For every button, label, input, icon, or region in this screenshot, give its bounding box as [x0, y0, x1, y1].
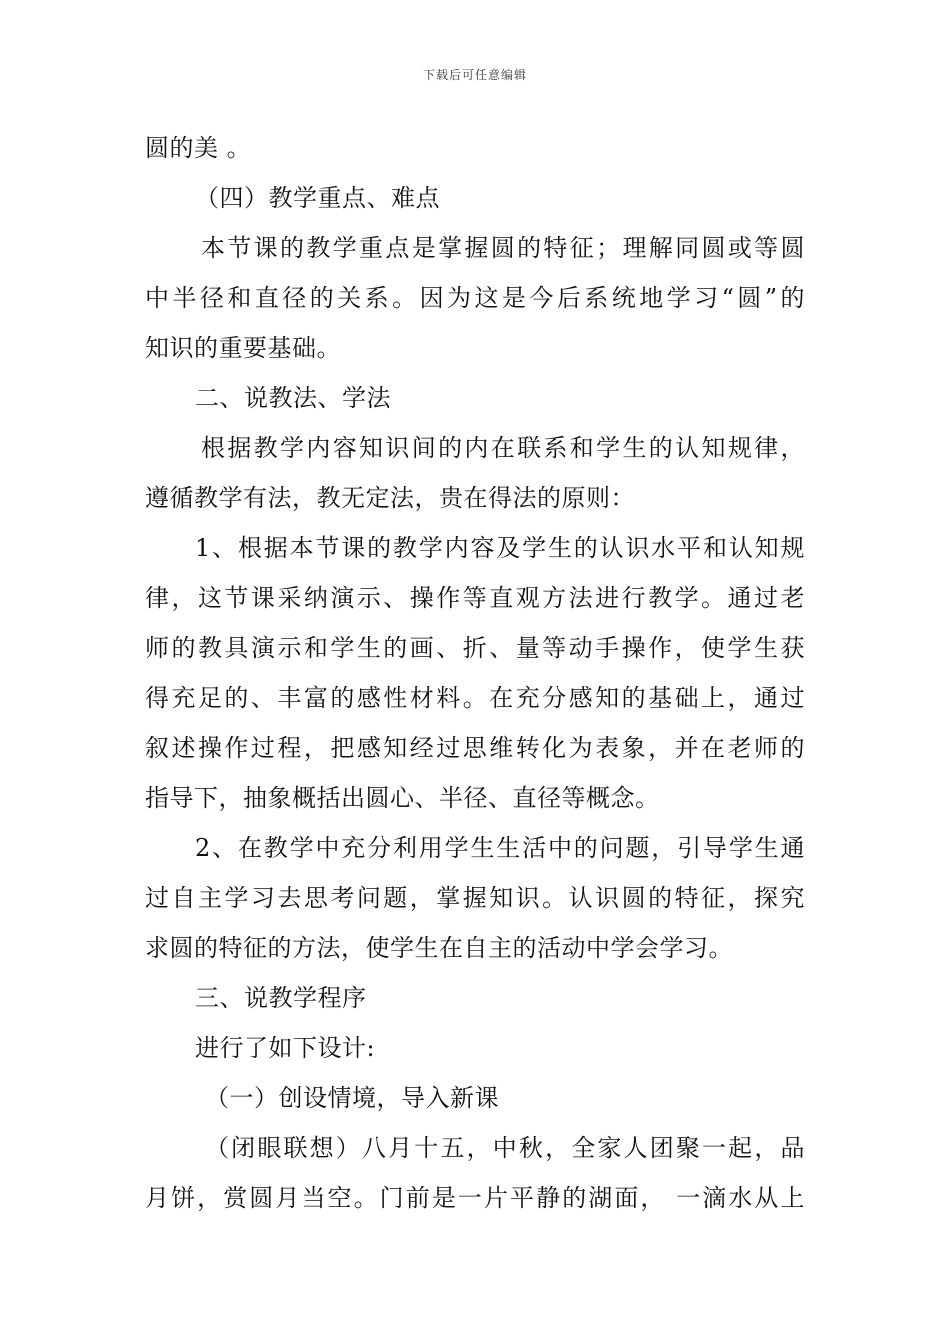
text-line: 师的教具演示和学生的画、折、量等动手操作，使学生获	[145, 634, 805, 662]
text-line: 求圆的特征的方法，使学生在自主的活动中学会学习。	[145, 934, 733, 962]
text-line: 1、根据本节课的教学内容及学生的认识水平和认知规	[195, 534, 805, 562]
text-line: 月饼，赏圆月当空。门前是一片平静的湖面， 一滴水从上	[145, 1184, 805, 1212]
text-line: 律，这节课采纳演示、操作等直观方法进行教学。通过老	[145, 584, 805, 612]
section-heading: （四）教学重点、难点	[195, 184, 440, 212]
text-line: （闭眼联想）八月十五，中秋，全家人团聚一起，品	[205, 1134, 805, 1162]
text-line: 中半径和直径的关系。因为这是今后系统地学习“圆”的	[145, 284, 805, 312]
text-line: 叙述操作过程，把感知经过思维转化为表象，并在老师的	[145, 734, 805, 762]
page-header-note: 下载后可任意编辑	[422, 68, 527, 82]
text-line: 本节课的教学重点是掌握圆的特征；理解同圆或等圆	[201, 234, 805, 262]
text-line: 根据教学内容知识间的内在联系和学生的认知规律，	[201, 434, 805, 462]
text-line: 圆的美 。	[145, 134, 252, 162]
section-heading: （一）创设情境，导入新课	[205, 1084, 499, 1112]
text-line: 指导下，抽象概括出圆心、半径、直径等概念。	[145, 784, 660, 812]
text-line: 知识的重要基础。	[145, 334, 341, 362]
section-heading: 二、说教法、学法	[195, 384, 391, 412]
text-line: 过自主学习去思考问题，掌握知识。认识圆的特征，探究	[145, 884, 805, 912]
text-line: 2、在教学中充分利用学生生活中的问题，引导学生通	[195, 834, 805, 862]
text-line: 进行了如下设计:	[195, 1034, 376, 1062]
text-line: 遵循教学有法，教无定法，贵在得法的原则：	[145, 484, 635, 512]
text-line: 得充足的、丰富的感性材料。在充分感知的基础上，通过	[145, 684, 805, 712]
section-heading: 三、说教学程序	[195, 984, 367, 1012]
document-body	[145, 128, 805, 1228]
